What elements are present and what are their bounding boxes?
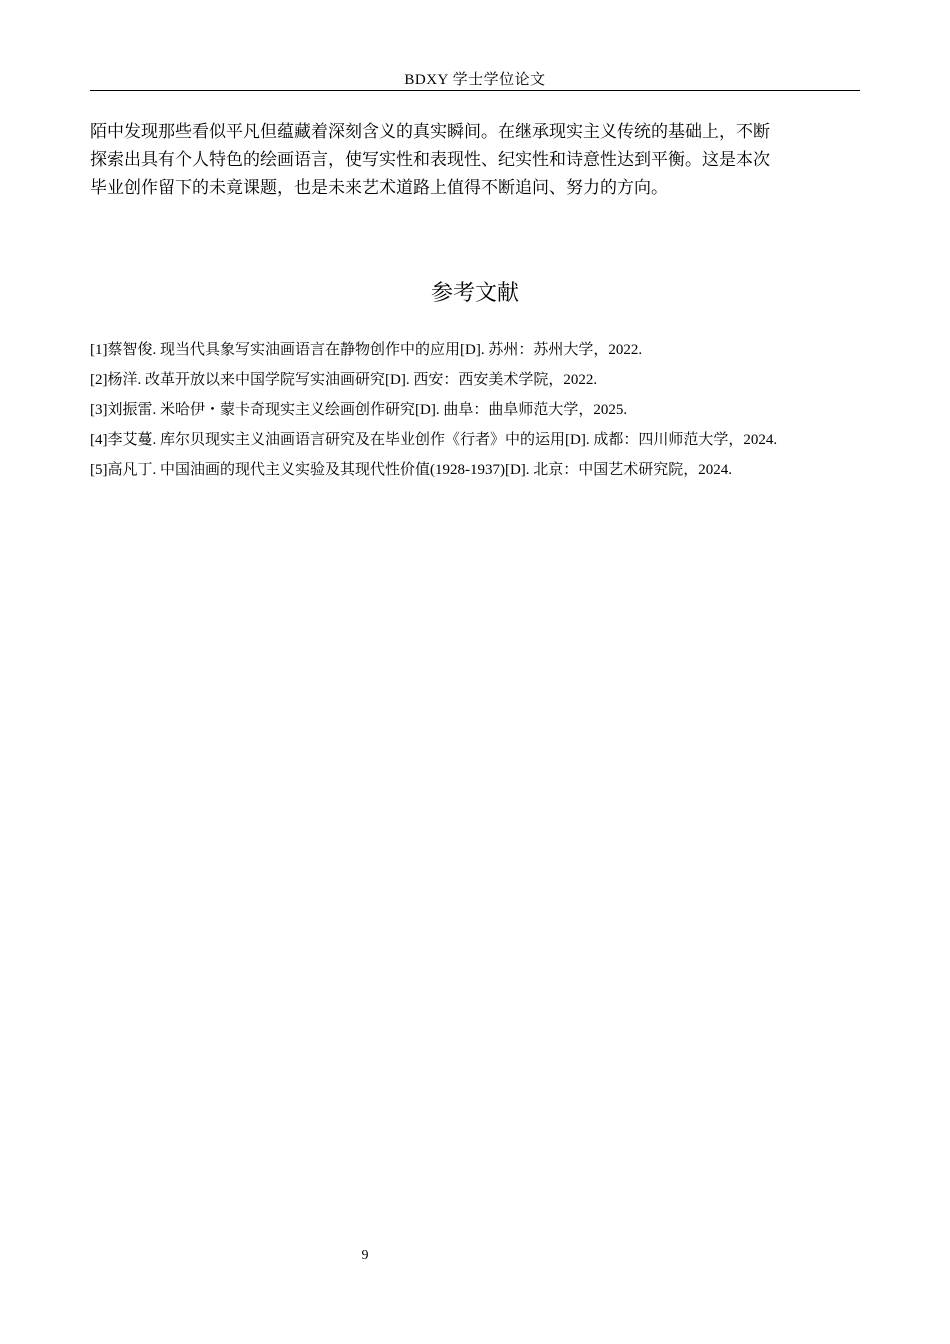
reference-item: [3]刘振雷. 米哈伊・蒙卡奇现实主义绘画创作研究[D]. 曲阜：曲阜师范大学，2025. <box>90 402 628 418</box>
running-header: BDXY 学士学位论文 <box>404 72 546 88</box>
page-number: 9 <box>361 1248 369 1263</box>
references-list <box>90 340 870 490</box>
reference-item: [2]杨洋. 改革开放以来中国学院写实油画研究[D]. 西安：西安美术学院，2022. <box>90 372 598 388</box>
reference-item: [1]蔡智俊. 现当代具象写实油画语言在静物创作中的应用[D]. 苏州：苏州大学，2022. <box>90 342 643 358</box>
body-paragraph <box>90 118 860 202</box>
header-rule <box>90 90 860 91</box>
body-line: 陌中发现那些看似平凡但蕴藏着深刻含义的真实瞬间。在继承现实主义传统的基础上，不断 <box>90 122 770 141</box>
references-heading: 参考文献 <box>430 281 519 306</box>
body-line: 探索出具有个人特色的绘画语言，使写实性和表现性、纪实性和诗意性达到平衡。这是本次 <box>90 150 770 169</box>
body-line: 毕业创作留下的未竟课题，也是未来艺术道路上值得不断追问、努力的方向。 <box>90 178 668 197</box>
reference-item: [4]李艾蔓. 库尔贝现实主义油画语言研究及在毕业创作《行者》中的运用[D]. 成都：四川师范大学，2024. <box>90 432 778 448</box>
reference-item: [5]高凡丁. 中国油画的现代主义实验及其现代性价值(1928-1937)[D]. 北京：中国艺术研究院，2024. <box>90 462 733 478</box>
